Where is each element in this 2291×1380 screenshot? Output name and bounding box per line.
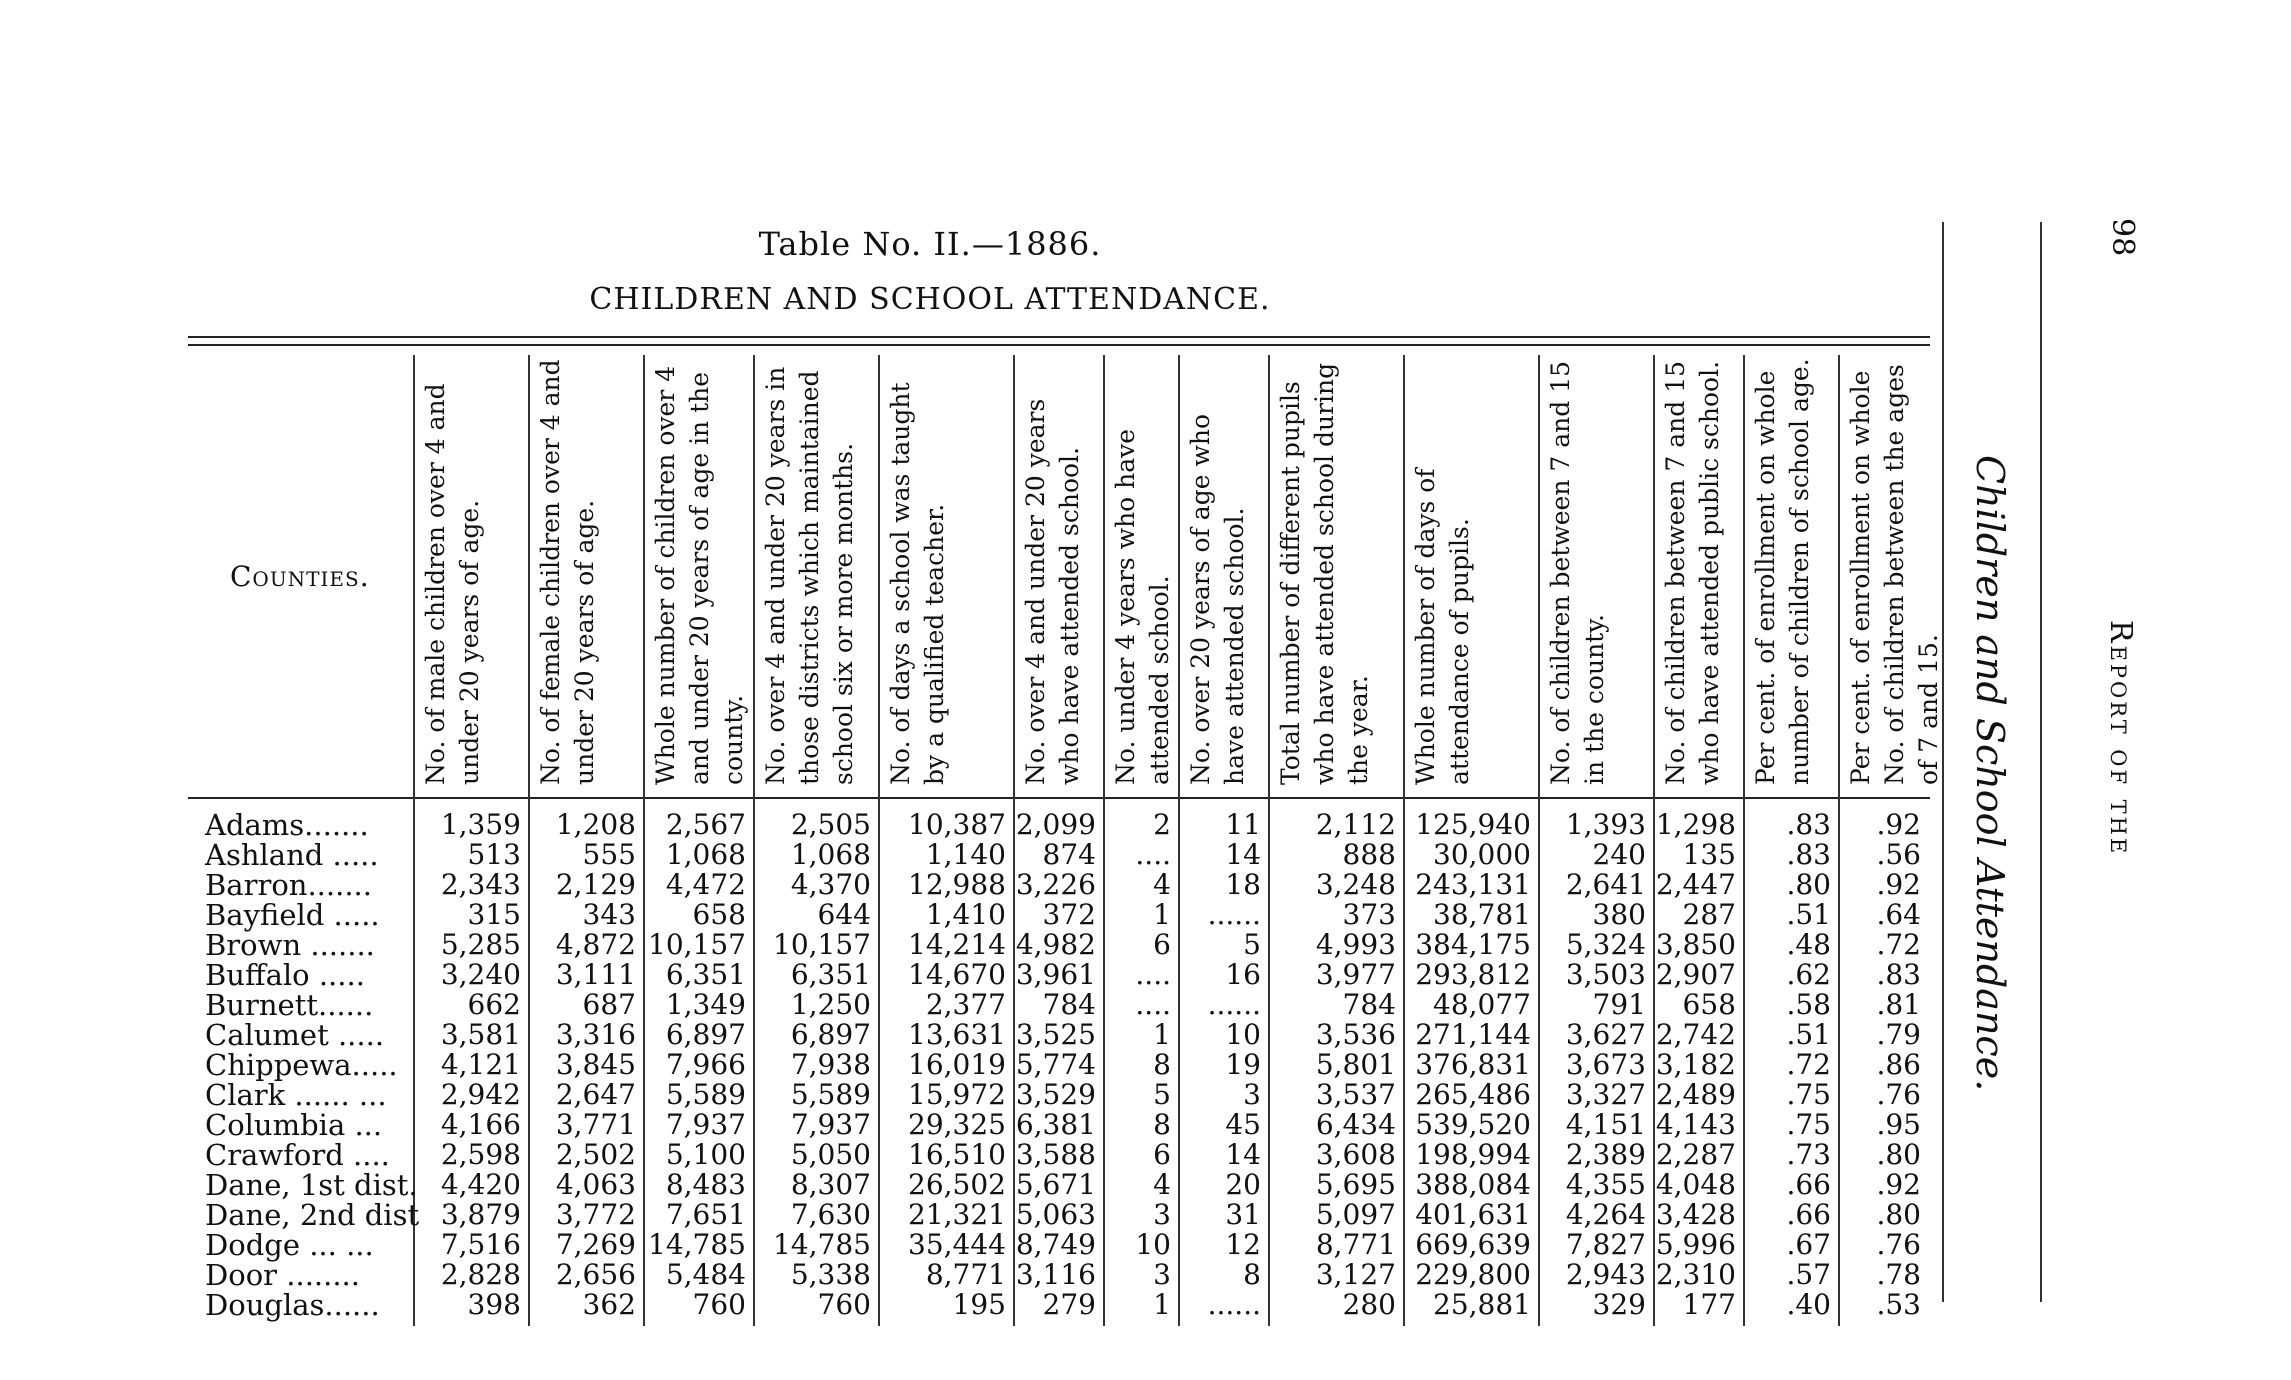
table-cell: .83 xyxy=(1786,838,1831,871)
table-cell: 6,434 xyxy=(1315,1108,1396,1141)
table-cell: 240 xyxy=(1592,838,1646,871)
table-cell: 2,647 xyxy=(555,1078,636,1111)
table-cell: 8 xyxy=(1153,1108,1171,1141)
table-cell: 669,639 xyxy=(1415,1228,1531,1261)
table-cell: .40 xyxy=(1786,1288,1831,1321)
table-cell: 791 xyxy=(1592,988,1646,1021)
table-cell: 7,516 xyxy=(440,1228,521,1261)
table-cell: 362 xyxy=(582,1288,636,1321)
table-cell: 5,285 xyxy=(440,928,521,961)
table-cell: 195 xyxy=(952,1288,1006,1321)
table-cell: 15,972 xyxy=(908,1078,1006,1111)
table-cell: 1,298 xyxy=(1655,808,1736,841)
side-title: Children and School Attendance. xyxy=(1968,455,2012,1092)
table-cell: 2,343 xyxy=(440,868,521,901)
table-cell: 4,121 xyxy=(440,1048,521,1081)
table-cell: 293,812 xyxy=(1415,958,1531,991)
table-cell: 4,151 xyxy=(1565,1108,1646,1141)
table-cell: .80 xyxy=(1876,1198,1921,1231)
column-header: Whole number of days of attendance of pupils. xyxy=(1411,468,1474,785)
table-cell: 4,143 xyxy=(1655,1108,1736,1141)
table-cell: 5,050 xyxy=(790,1138,871,1171)
table-cell: 3,673 xyxy=(1565,1048,1646,1081)
table-cell: 10,157 xyxy=(773,928,871,961)
table-cell: 2 xyxy=(1153,808,1171,841)
column-header: No. over 20 years of age who have attended school. xyxy=(1186,413,1249,785)
table-cell: 16,019 xyxy=(908,1048,1006,1081)
table-cell: 4 xyxy=(1153,868,1171,901)
table-cell: 5,671 xyxy=(1015,1168,1096,1201)
county-name: Bayfield ..... xyxy=(205,898,380,932)
county-name: Dane, 2nd dist xyxy=(205,1198,420,1232)
table-cell: 279 xyxy=(1042,1288,1096,1321)
table-cell: 12 xyxy=(1225,1228,1261,1261)
table-cell: 315 xyxy=(467,898,521,931)
table-cell: 5,695 xyxy=(1315,1168,1396,1201)
table-cell: .92 xyxy=(1876,808,1921,841)
table-cell: 5,589 xyxy=(790,1078,871,1111)
table-cell: 3,529 xyxy=(1015,1078,1096,1111)
table-cell: 1,410 xyxy=(925,898,1006,931)
table-cell: .67 xyxy=(1786,1228,1831,1261)
table-cell: .75 xyxy=(1786,1078,1831,1111)
table-cell: 18 xyxy=(1225,868,1261,901)
table-title: Table No. II.—1886. xyxy=(758,225,1102,263)
table-cell: 2,907 xyxy=(1655,958,1736,991)
table-cell: .53 xyxy=(1876,1288,1921,1321)
table-cell: 8,307 xyxy=(790,1168,871,1201)
table-cell: .86 xyxy=(1876,1048,1921,1081)
table-cell: 7,269 xyxy=(555,1228,636,1261)
table-cell: .... xyxy=(1135,958,1171,991)
table-cell: 16 xyxy=(1225,958,1261,991)
table-cell: 2,567 xyxy=(665,808,746,841)
table-cell: 16,510 xyxy=(908,1138,1006,1171)
table-cell: .80 xyxy=(1786,868,1831,901)
table-cell: 3,845 xyxy=(555,1048,636,1081)
table-cell: ...... xyxy=(1207,988,1261,1021)
table-cell: 4,048 xyxy=(1655,1168,1736,1201)
table-cell: 7,937 xyxy=(665,1108,746,1141)
table-cell: 2,447 xyxy=(1655,868,1736,901)
table-cell: 1 xyxy=(1153,1288,1171,1321)
counties-header: Counties. xyxy=(230,560,370,593)
table-cell: .... xyxy=(1135,988,1171,1021)
table-cell: 3,127 xyxy=(1315,1258,1396,1291)
column-header: No. over 4 and under 20 years in those districts which maintained school six or more months. xyxy=(761,366,858,785)
table-cell: 2,389 xyxy=(1565,1138,1646,1171)
table-cell: 3,588 xyxy=(1015,1138,1096,1171)
table-cell: 280 xyxy=(1342,1288,1396,1321)
table-cell: .81 xyxy=(1876,988,1921,1021)
table-cell: .75 xyxy=(1786,1108,1831,1141)
table-cell: 5,774 xyxy=(1015,1048,1096,1081)
table-cell: 6,381 xyxy=(1015,1108,1096,1141)
table-cell: .80 xyxy=(1876,1138,1921,1171)
table-cell: 784 xyxy=(1342,988,1396,1021)
table-cell: 3,977 xyxy=(1315,958,1396,991)
table-cell: 4,063 xyxy=(555,1168,636,1201)
table-cell: 2,828 xyxy=(440,1258,521,1291)
table-cell: 14,214 xyxy=(908,928,1006,961)
table-cell: 135 xyxy=(1682,838,1736,871)
table-cell: 3,327 xyxy=(1565,1078,1646,1111)
county-name: Door ........ xyxy=(205,1258,360,1292)
table-cell: 2,377 xyxy=(925,988,1006,1021)
table-cell: 3,503 xyxy=(1565,958,1646,991)
column-header: No. over 4 and under 20 years who have attended school. xyxy=(1021,398,1084,785)
table-cell: 7,630 xyxy=(790,1198,871,1231)
county-name: Calumet ..... xyxy=(205,1018,385,1052)
table-cell: 6,897 xyxy=(665,1018,746,1051)
table-cell: 1 xyxy=(1153,1018,1171,1051)
table-cell: ...... xyxy=(1207,1288,1261,1321)
table-cell: 2,505 xyxy=(790,808,871,841)
table-cell: 373 xyxy=(1342,898,1396,931)
table-cell: .51 xyxy=(1786,1018,1831,1051)
table-cell: 10 xyxy=(1135,1228,1171,1261)
table-cell: 3,961 xyxy=(1015,958,1096,991)
table-cell: 2,942 xyxy=(440,1078,521,1111)
table-cell: 1,359 xyxy=(440,808,521,841)
table-cell: 7,827 xyxy=(1565,1228,1646,1261)
table-cell: .66 xyxy=(1786,1168,1831,1201)
table-cell: 7,651 xyxy=(665,1198,746,1231)
header-bottom-rule xyxy=(188,797,1930,799)
table-cell: 3,111 xyxy=(555,958,636,991)
table-cell: 4,355 xyxy=(1565,1168,1646,1201)
table-cell: 4,982 xyxy=(1015,928,1096,961)
table-cell: 6,897 xyxy=(790,1018,871,1051)
table-cell: .66 xyxy=(1786,1198,1831,1231)
table-cell: 3,536 xyxy=(1315,1018,1396,1051)
table-cell: .76 xyxy=(1876,1228,1921,1261)
table-cell: 26,502 xyxy=(908,1168,1006,1201)
table-cell: 14 xyxy=(1225,838,1261,871)
table-cell: 45 xyxy=(1225,1108,1261,1141)
table-cell: .92 xyxy=(1876,868,1921,901)
table-cell: 3,428 xyxy=(1655,1198,1736,1231)
table-cell: 265,486 xyxy=(1415,1078,1531,1111)
table-cell: 3,608 xyxy=(1315,1138,1396,1171)
table-cell: 384,175 xyxy=(1415,928,1531,961)
table-cell: .83 xyxy=(1876,958,1921,991)
table-cell: 14,785 xyxy=(773,1228,871,1261)
table-cell: 5,097 xyxy=(1315,1198,1396,1231)
table-cell: 12,988 xyxy=(908,868,1006,901)
table-cell: 888 xyxy=(1342,838,1396,871)
table-cell: 4 xyxy=(1153,1168,1171,1201)
table-cell: 7,938 xyxy=(790,1048,871,1081)
table-cell: 5,801 xyxy=(1315,1048,1396,1081)
table-cell: 3,879 xyxy=(440,1198,521,1231)
table-cell: 1,140 xyxy=(925,838,1006,871)
table-cell: 760 xyxy=(817,1288,871,1321)
table-cell: 1,208 xyxy=(555,808,636,841)
top-rule-2 xyxy=(188,344,1930,346)
column-header: No. of days a school was taught by a qualified teacher. xyxy=(886,382,949,785)
table-cell: 5,996 xyxy=(1655,1228,1736,1261)
table-cell: 5 xyxy=(1243,928,1261,961)
table-cell: 10,157 xyxy=(648,928,746,961)
table-cell: 2,656 xyxy=(555,1258,636,1291)
right-rule-2 xyxy=(2040,222,2042,1302)
table-cell: 8,749 xyxy=(1015,1228,1096,1261)
county-name: Adams....... xyxy=(205,808,369,842)
county-name: Clark ...... ... xyxy=(205,1078,387,1112)
table-cell: 2,310 xyxy=(1655,1258,1736,1291)
table-cell: 1,349 xyxy=(665,988,746,1021)
table-cell: 29,325 xyxy=(908,1108,1006,1141)
table-cell: 8,771 xyxy=(1315,1228,1396,1261)
table-cell: 687 xyxy=(582,988,636,1021)
table-cell: 125,940 xyxy=(1415,808,1531,841)
table-cell: 2,112 xyxy=(1315,808,1396,841)
running-head: Report of the xyxy=(2103,620,2138,857)
table-cell: 784 xyxy=(1042,988,1096,1021)
table-cell: 14,670 xyxy=(908,958,1006,991)
table-cell: .51 xyxy=(1786,898,1831,931)
table-cell: 2,641 xyxy=(1565,868,1646,901)
column-header: Per cent. of enrollment on whole No. of children between the ages of 7 and 15. xyxy=(1846,364,1943,785)
table-cell: 7,966 xyxy=(665,1048,746,1081)
county-name: Dane, 1st dist. xyxy=(205,1168,418,1202)
table-cell: .... xyxy=(1135,838,1171,871)
table-cell: 2,489 xyxy=(1655,1078,1736,1111)
table-cell: 3,116 xyxy=(1015,1258,1096,1291)
county-name: Burnett...... xyxy=(205,988,374,1022)
table-cell: 3,525 xyxy=(1015,1018,1096,1051)
table-cell: 243,131 xyxy=(1415,868,1531,901)
table-cell: 760 xyxy=(692,1288,746,1321)
table-cell: .78 xyxy=(1876,1258,1921,1291)
table-cell: 398 xyxy=(467,1288,521,1321)
table-cell: 3 xyxy=(1153,1198,1171,1231)
table-cell: 539,520 xyxy=(1415,1108,1531,1141)
column-header: No. of children between 7 and 15 who have attended public school. xyxy=(1661,360,1724,785)
table-cell: 4,993 xyxy=(1315,928,1396,961)
table-cell: 31 xyxy=(1225,1198,1261,1231)
table-cell: 8,483 xyxy=(665,1168,746,1201)
table-cell: 35,444 xyxy=(908,1228,1006,1261)
table-cell: 662 xyxy=(467,988,521,1021)
table-cell: 4,472 xyxy=(665,868,746,901)
table-cell: 5,100 xyxy=(665,1138,746,1171)
table-cell: 3,581 xyxy=(440,1018,521,1051)
table-cell: 3,772 xyxy=(555,1198,636,1231)
table-cell: 5 xyxy=(1153,1078,1171,1111)
county-name: Chippewa..... xyxy=(205,1048,398,1082)
table-cell: 5,589 xyxy=(665,1078,746,1111)
table-cell: .73 xyxy=(1786,1138,1831,1171)
column-header: No. of children between 7 and 15 in the county. xyxy=(1546,360,1609,785)
table-cell: 5,324 xyxy=(1565,928,1646,961)
table-cell: 38,781 xyxy=(1433,898,1531,931)
table-cell: 4,370 xyxy=(790,868,871,901)
table-cell: 4,872 xyxy=(555,928,636,961)
table-cell: 271,144 xyxy=(1415,1018,1531,1051)
table-cell: 5,063 xyxy=(1015,1198,1096,1231)
table-cell: 198,994 xyxy=(1415,1138,1531,1171)
table-cell: 3,627 xyxy=(1565,1018,1646,1051)
table-cell: 8 xyxy=(1243,1258,1261,1291)
table-cell: 401,631 xyxy=(1415,1198,1531,1231)
table-cell: 343 xyxy=(582,898,636,931)
table-cell: 1,393 xyxy=(1565,808,1646,841)
table-cell: .79 xyxy=(1876,1018,1921,1051)
table-cell: 3 xyxy=(1153,1258,1171,1291)
column-header: No. under 4 years who have attended school. xyxy=(1111,428,1174,785)
table-cell: 3,537 xyxy=(1315,1078,1396,1111)
table-subtitle: CHILDREN AND SCHOOL ATTENDANCE. xyxy=(589,282,1271,317)
table-cell: .95 xyxy=(1876,1108,1921,1141)
table-cell: ...... xyxy=(1207,898,1261,931)
table-cell: 380 xyxy=(1592,898,1646,931)
table-cell: 1,250 xyxy=(790,988,871,1021)
table-cell: 388,084 xyxy=(1415,1168,1531,1201)
table-cell: 8,771 xyxy=(925,1258,1006,1291)
table-cell: 14 xyxy=(1225,1138,1261,1171)
column-header: Whole number of children over 4 and under 20 years of age in the county. xyxy=(651,365,748,785)
column-header: Per cent. of enrollment on whole number of children of school age. xyxy=(1751,358,1814,785)
county-name: Douglas...... xyxy=(205,1288,380,1322)
table-cell: 4,420 xyxy=(440,1168,521,1201)
table-cell: 2,099 xyxy=(1015,808,1096,841)
table-cell: .56 xyxy=(1876,838,1921,871)
table-cell: 48,077 xyxy=(1433,988,1531,1021)
page-number: 98 xyxy=(2105,218,2140,257)
table-cell: 644 xyxy=(817,898,871,931)
table-cell: 372 xyxy=(1042,898,1096,931)
table-cell: 3 xyxy=(1243,1078,1261,1111)
table-cell: 177 xyxy=(1682,1288,1736,1321)
table-cell: 2,129 xyxy=(555,868,636,901)
table-cell: 4,166 xyxy=(440,1108,521,1141)
table-cell: 2,742 xyxy=(1655,1018,1736,1051)
table-cell: 2,943 xyxy=(1565,1258,1646,1291)
table-cell: 13,631 xyxy=(908,1018,1006,1051)
table-cell: 3,850 xyxy=(1655,928,1736,961)
table-cell: 5,338 xyxy=(790,1258,871,1291)
table-cell: .92 xyxy=(1876,1168,1921,1201)
table-cell: .48 xyxy=(1786,928,1831,961)
table-cell: 21,321 xyxy=(908,1198,1006,1231)
table-cell: 6 xyxy=(1153,928,1171,961)
county-name: Buffalo ..... xyxy=(205,958,365,992)
top-rule xyxy=(188,336,1930,338)
table-cell: 7,937 xyxy=(790,1108,871,1141)
table-cell: 25,881 xyxy=(1433,1288,1531,1321)
county-name: Barron....... xyxy=(205,868,372,902)
table-cell: 229,800 xyxy=(1415,1258,1531,1291)
table-cell: 19 xyxy=(1225,1048,1261,1081)
column-header: No. of female children over 4 and under 20 years of age. xyxy=(536,359,599,785)
table-cell: 20 xyxy=(1225,1168,1261,1201)
table-cell: .64 xyxy=(1876,898,1921,931)
table-cell: 1 xyxy=(1153,898,1171,931)
column-header: No. of male children over 4 and under 20 years of age. xyxy=(421,383,484,785)
county-name: Columbia ... xyxy=(205,1108,383,1142)
table-cell: 874 xyxy=(1042,838,1096,871)
county-name: Dodge ... ... xyxy=(205,1228,374,1262)
table-cell: 6 xyxy=(1153,1138,1171,1171)
table-cell: 30,000 xyxy=(1433,838,1531,871)
table-cell: 1,068 xyxy=(665,838,746,871)
table-cell: 329 xyxy=(1592,1288,1646,1321)
table-cell: 4,264 xyxy=(1565,1198,1646,1231)
table-cell: 513 xyxy=(467,838,521,871)
table-cell: 2,598 xyxy=(440,1138,521,1171)
county-name: Ashland ..... xyxy=(205,838,379,872)
table-cell: 2,502 xyxy=(555,1138,636,1171)
table-cell: 3,240 xyxy=(440,958,521,991)
table-cell: 8 xyxy=(1153,1048,1171,1081)
table-cell: 10,387 xyxy=(908,808,1006,841)
table-cell: .57 xyxy=(1786,1258,1831,1291)
table-cell: 5,484 xyxy=(665,1258,746,1291)
table-cell: 658 xyxy=(1682,988,1736,1021)
table-cell: 287 xyxy=(1682,898,1736,931)
table-cell: 14,785 xyxy=(648,1228,746,1261)
table-cell: 10 xyxy=(1225,1018,1261,1051)
county-name: Crawford .... xyxy=(205,1138,390,1172)
table-cell: 1,068 xyxy=(790,838,871,871)
table-cell: 6,351 xyxy=(790,958,871,991)
table-cell: 3,226 xyxy=(1015,868,1096,901)
table-cell: .72 xyxy=(1876,928,1921,961)
table-cell: 376,831 xyxy=(1415,1048,1531,1081)
table-cell: 11 xyxy=(1225,808,1261,841)
table-cell: 3,771 xyxy=(555,1108,636,1141)
table-cell: 6,351 xyxy=(665,958,746,991)
county-name: Brown ....... xyxy=(205,928,375,962)
table-cell: 3,182 xyxy=(1655,1048,1736,1081)
table-cell: 555 xyxy=(582,838,636,871)
table-cell: .76 xyxy=(1876,1078,1921,1111)
table-cell: .62 xyxy=(1786,958,1831,991)
table-cell: 658 xyxy=(692,898,746,931)
table-cell: 3,316 xyxy=(555,1018,636,1051)
table-cell: .83 xyxy=(1786,808,1831,841)
column-header: Total number of different pupils who have attended school during the year. xyxy=(1276,362,1373,785)
table-cell: 3,248 xyxy=(1315,868,1396,901)
table-cell: .58 xyxy=(1786,988,1831,1021)
table-cell: .72 xyxy=(1786,1048,1831,1081)
table-cell: 2,287 xyxy=(1655,1138,1736,1171)
